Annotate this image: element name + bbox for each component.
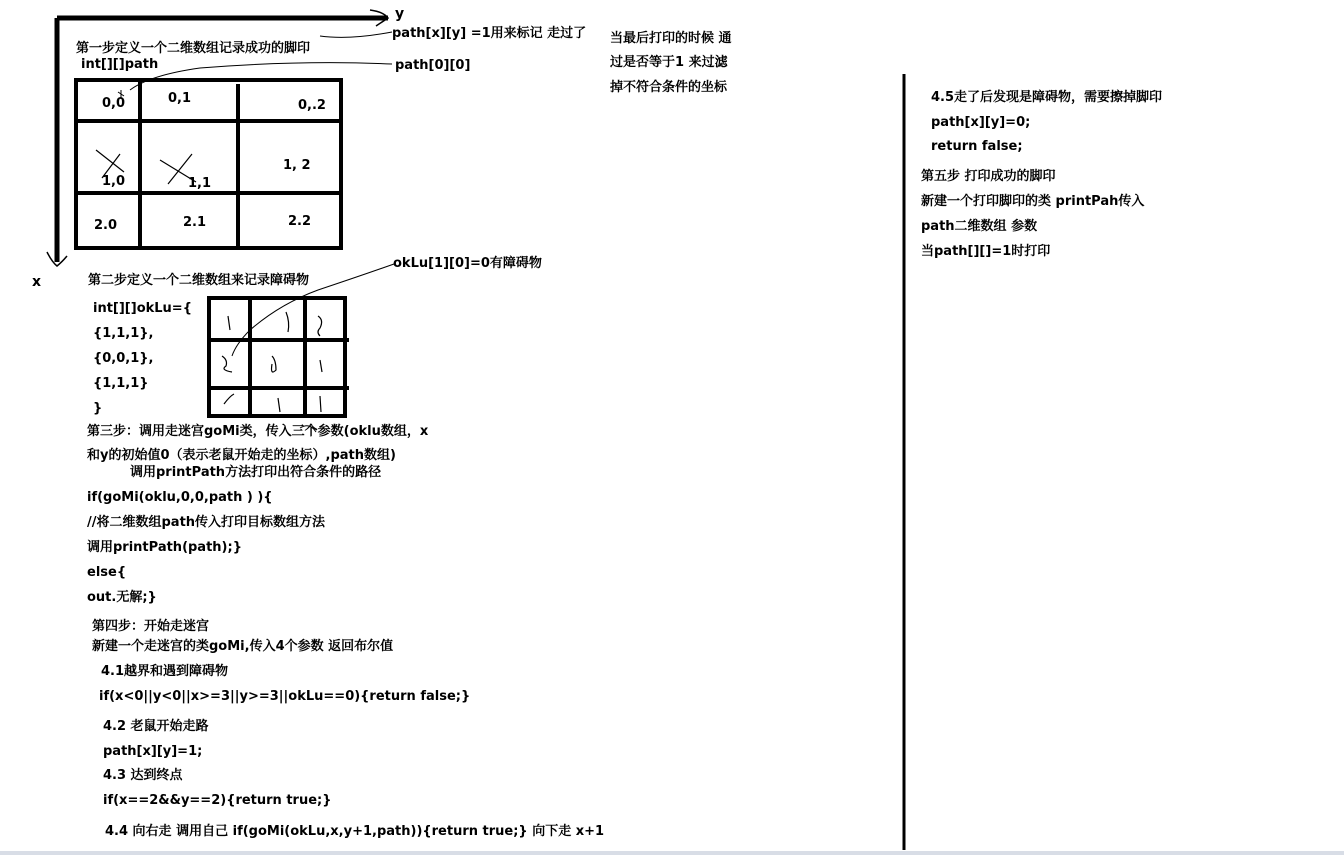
canvas-bottom-edge [0, 851, 1344, 855]
path-cell-0-0: 0,0 [102, 96, 126, 111]
step4-desc: 新建一个走迷宫的类goMi,传入4个参数 返回布尔值 [92, 639, 394, 654]
y-axis-label: y [395, 6, 405, 22]
step2-code-line-5: } [93, 401, 103, 416]
step4-2-title: 4.2 老鼠开始走路 [103, 719, 209, 734]
step5-line-3: path二维数组 参数 [921, 219, 1038, 234]
path-origin-note: path[0][0] [395, 58, 471, 73]
step4-5-code-2: return false; [931, 139, 1023, 154]
step5-line-1: 第五步 打印成功的脚印 [921, 169, 1056, 184]
step3-line-2: 和y的初始值0（表示老鼠开始走的坐标）,path数组) [87, 448, 396, 463]
step2-code-line-3: {0,0,1}, [93, 351, 154, 366]
path-cell-0-1: 0,1 [168, 91, 192, 106]
step4-5-title: 4.5走了后发现是障碍物，需要擦掉脚印 [931, 90, 1163, 105]
path-cell-2-2: 2.2 [288, 214, 312, 229]
path-cell-2-0: 2.0 [94, 218, 118, 233]
step2-title: 第二步定义一个二维数组来记录障碍物 [88, 273, 310, 288]
step3-code-5: out.无解;} [87, 590, 157, 605]
step3-code-1: if(goMi(oklu,0,0,path ) ){ [87, 490, 273, 505]
path-cell-1-1: 1,1 [188, 176, 212, 191]
path-origin-leader [130, 63, 392, 90]
step4-2-code: path[x][y]=1; [103, 744, 203, 759]
step1-title: 第一步定义一个二维数组记录成功的脚印 [76, 41, 311, 56]
print-check-note-2: 过是否等于1 来过滤 [610, 55, 728, 70]
step5-line-2: 新建一个打印脚印的类 printPah传入 [921, 194, 1145, 209]
step3-line-3: 调用printPath方法打印出符合条件的路径 [130, 465, 382, 480]
step2-code-line-4: {1,1,1} [93, 376, 149, 391]
step4-1-title: 4.1越界和遇到障碍物 [101, 664, 229, 679]
print-check-note-1: 当最后打印的时候 通 [610, 31, 732, 46]
path-cell-1-2: 1, 2 [283, 158, 311, 173]
step4-5-code-1: path[x][y]=0; [931, 115, 1031, 130]
x-axis-label: x [32, 274, 42, 290]
oklu-note: okLu[1][0]=0有障碍物 [393, 256, 542, 271]
step4-1-code: if(x<0||y<0||x>=3||y>=3||okLu==0){return false;} [99, 689, 471, 704]
oklu-grid-lines [209, 298, 349, 416]
step1-decl: int[][]path [81, 57, 159, 72]
path-cell-2-1: 2.1 [183, 215, 207, 230]
step2-code-line-1: int[][]okLu={ [93, 301, 192, 316]
step5-line-4: 当path[][]=1时打印 [921, 244, 1051, 259]
print-check-note-3: 掉不符合条件的坐标 [610, 80, 728, 95]
step4-title: 第四步：开始走迷宫 [92, 619, 210, 634]
step4-3-title: 4.3 达到终点 [103, 768, 183, 783]
path-cell-1-0: 1,0 [102, 174, 126, 189]
step3-line-1: 第三步：调用走迷宫goMi类，传入三个参数(oklu数组，x [87, 424, 429, 439]
step3-code-2: //将二维数组path传入打印目标数组方法 [87, 515, 326, 530]
path-cell-0-2: 0,.2 [298, 98, 326, 113]
path-mark-note: path[x][y] =1用来标记 走过了 [392, 26, 587, 41]
step4-3-code: if(x==2&&y==2){return true;} [103, 793, 332, 808]
step2-code-line-2: {1,1,1}, [93, 326, 154, 341]
path-mark-leader [320, 32, 392, 37]
step4-4-line: 4.4 向右走 调用自己 if(goMi(okLu,x,y+1,path)){return true;} 向下走 x+1 [105, 824, 605, 839]
step3-code-3: 调用printPath(path);} [87, 540, 242, 555]
step3-code-4: else{ [87, 565, 127, 580]
